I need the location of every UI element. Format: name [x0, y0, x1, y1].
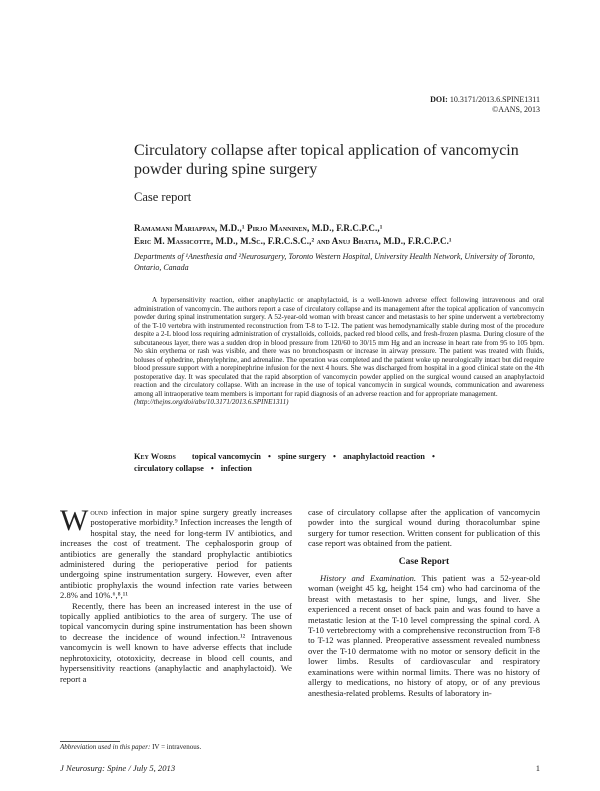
section-heading-case-report: Case Report	[398, 556, 450, 567]
keyword-item: topical vancomycin	[191, 452, 261, 461]
keyword-item: spine surgery	[277, 452, 327, 461]
abstract-text: A hypersensitivity reaction, either anaphylactic or anaphylactoid, is a well-known adverse effect following intravenous and oral administration of vancomycin. The authors report a case of circulatory collapse and its management after the topical application of vancomycin powder during spinal instrumentation surgery. A 52-year-old woman with breast cancer and metastasis to her spine underwent a vertebrectomy of the T-10 vertebra with instrumented reconstruction from T-8 to T-12. The patient was hemodynamically stable during most of the procedure despite a 2-L blood loss requiring administration of crystalloids, colloids, packed red blood cells, and fresh-frozen plasma. During closure of the subcutaneous layer, there was a sudden drop in blood pressure from 120/60 to 30/15 mm Hg and an increase in heart rate from 95 to 105 bpm. No skin erythema or rash was visible, and there was no bronchospasm or increase in airway pressure. The patient was treated with fluids, boluses of ephedrine, phenylephrine, and adrenaline. The operation was completed and the patient woke up neurologically intact but did require blood pressure support with a norepinephrine infusion for the next 4 hours. She was discharged from hospital in a good clinical state on the 4th postoperative day. It was speculated that the rapid absorption of vancomycin powder applied on the surgical wound caused an anaphylactoid reaction and the circulatory collapse. With an increase in the use of topical vancomycin in surgical wounds, communication and awareness among all intraoperative team members is important for rapid diagnosis of an adverse reaction and for appropriate management.	[134, 296, 544, 398]
history-text: This patient was a 52-year-old woman (weight 45 kg, height 154 cm) who had carcinoma of the breast with metastasis to her spine, lungs, and liver. She experienced a recent onset of back pain and was found to have a metastatic lesion at the T-10 level compressing the spinal cord. A T-10 vertebrectomy with a comprehensive reconstruction from T-8 to T-12 was planned. Preoperative assessment revealed numbness over the T-10 dermatome with no motor or sensory deficit in the lower limbs. Results of cardiovascular and respiratory examinations were within normal limits. There was no history of allergy to medications, no history of atopy, or of any previous anesthesia-related problems. Results of laboratory in-	[308, 573, 540, 698]
keyword-item: anaphylactoid reaction	[342, 452, 425, 461]
article-type: Case report	[134, 190, 192, 204]
intro-text: infection in major spine surgery greatly increases postoperative morbidity.⁹ Infection increases the length of hospital stay, the need for long-term IV antibiotics, and increases the cost of treatment. The cephalosporin group of antibiotics are generally the standard prophylactic antibiotics administered during the perioperative period for patients undergoing spine instrumentation surgery. However, even after antibiotic prophylaxis the wound infection rate varies between 2.8% and 10%.⁶,⁸,¹¹	[60, 507, 292, 601]
author-line-2: Eric M. Massicotte, M.D., M.Sc., F.R.C.S.C.,² and Anuj Bhatia, M.D., F.R.C.P.C.¹	[134, 236, 452, 246]
copyright: ©AANS, 2013	[492, 105, 540, 114]
keyword-separator: •	[267, 452, 271, 461]
abstract-url[interactable]: (http://thejns.org/doi/abs/10.3171/2013.6.SPINE1311)	[134, 398, 289, 406]
body-paragraph-continued: case of circulatory collapse after the application of vancomycin powder into the surgical wound during thoracolumbar spine surgery for tumor resection. Written consent for publication of this case report was obtained from the patient.	[308, 507, 540, 549]
footnote-label: Abbreviation used in this paper:	[60, 743, 151, 751]
doi-block	[430, 95, 540, 115]
page-number: 1	[535, 763, 540, 773]
body-column-left	[60, 504, 292, 684]
intro-first-word: ound	[90, 507, 108, 517]
affiliation: Departments of ¹Anesthesia and ²Neurosurgery, Toronto Western Hospital, University Health Network, University of Toronto, Ontario, Canada	[134, 252, 535, 272]
doi-label: DOI:	[430, 95, 448, 104]
journal-footer: J Neurosurg: Spine / July 5, 2013	[60, 763, 176, 773]
footnote	[60, 743, 201, 751]
footnote-divider	[60, 741, 120, 742]
keyword-separator: •	[210, 464, 214, 473]
doi-value[interactable]: 10.3171/2013.6.SPINE1311	[449, 95, 540, 104]
keywords	[134, 451, 554, 475]
author-list	[134, 222, 554, 248]
keywords-label: Key Words	[134, 452, 176, 461]
intro-paragraph	[60, 504, 292, 601]
footnote-text: IV = intravenous.	[150, 743, 202, 751]
author-line-1: Ramamani Mariappan, M.D.,¹ Pirjo Manninen, M.D., F.R.C.P.C.,¹	[134, 223, 383, 233]
article-title: Circulatory collapse after topical application of vancomycin powder during spine surgery	[134, 142, 519, 178]
body-column-right	[308, 507, 540, 698]
history-paragraph	[308, 573, 540, 698]
keyword-item: circulatory collapse	[134, 464, 204, 473]
history-label: History and Examination.	[320, 573, 417, 584]
keyword-separator: •	[431, 452, 435, 461]
keyword-separator: •	[333, 452, 336, 461]
body-paragraph-2: Recently, there has been an increased interest in the use of topically applied antibiotics to the area of surgery. The use of topical vancomycin during spine instrumentation has been shown to decrease the incidence of wound infection.¹² Intravenous vancomycin is well known to have adverse effects that include nephrotoxicity, ototoxicity, decrease in blood cell counts, and hypersensitivity reactions (anaphylactic and anaphylactoid). We report a	[60, 600, 292, 684]
drop-cap: W	[60, 504, 89, 537]
keyword-item: infection	[220, 464, 252, 473]
abstract	[134, 296, 544, 407]
